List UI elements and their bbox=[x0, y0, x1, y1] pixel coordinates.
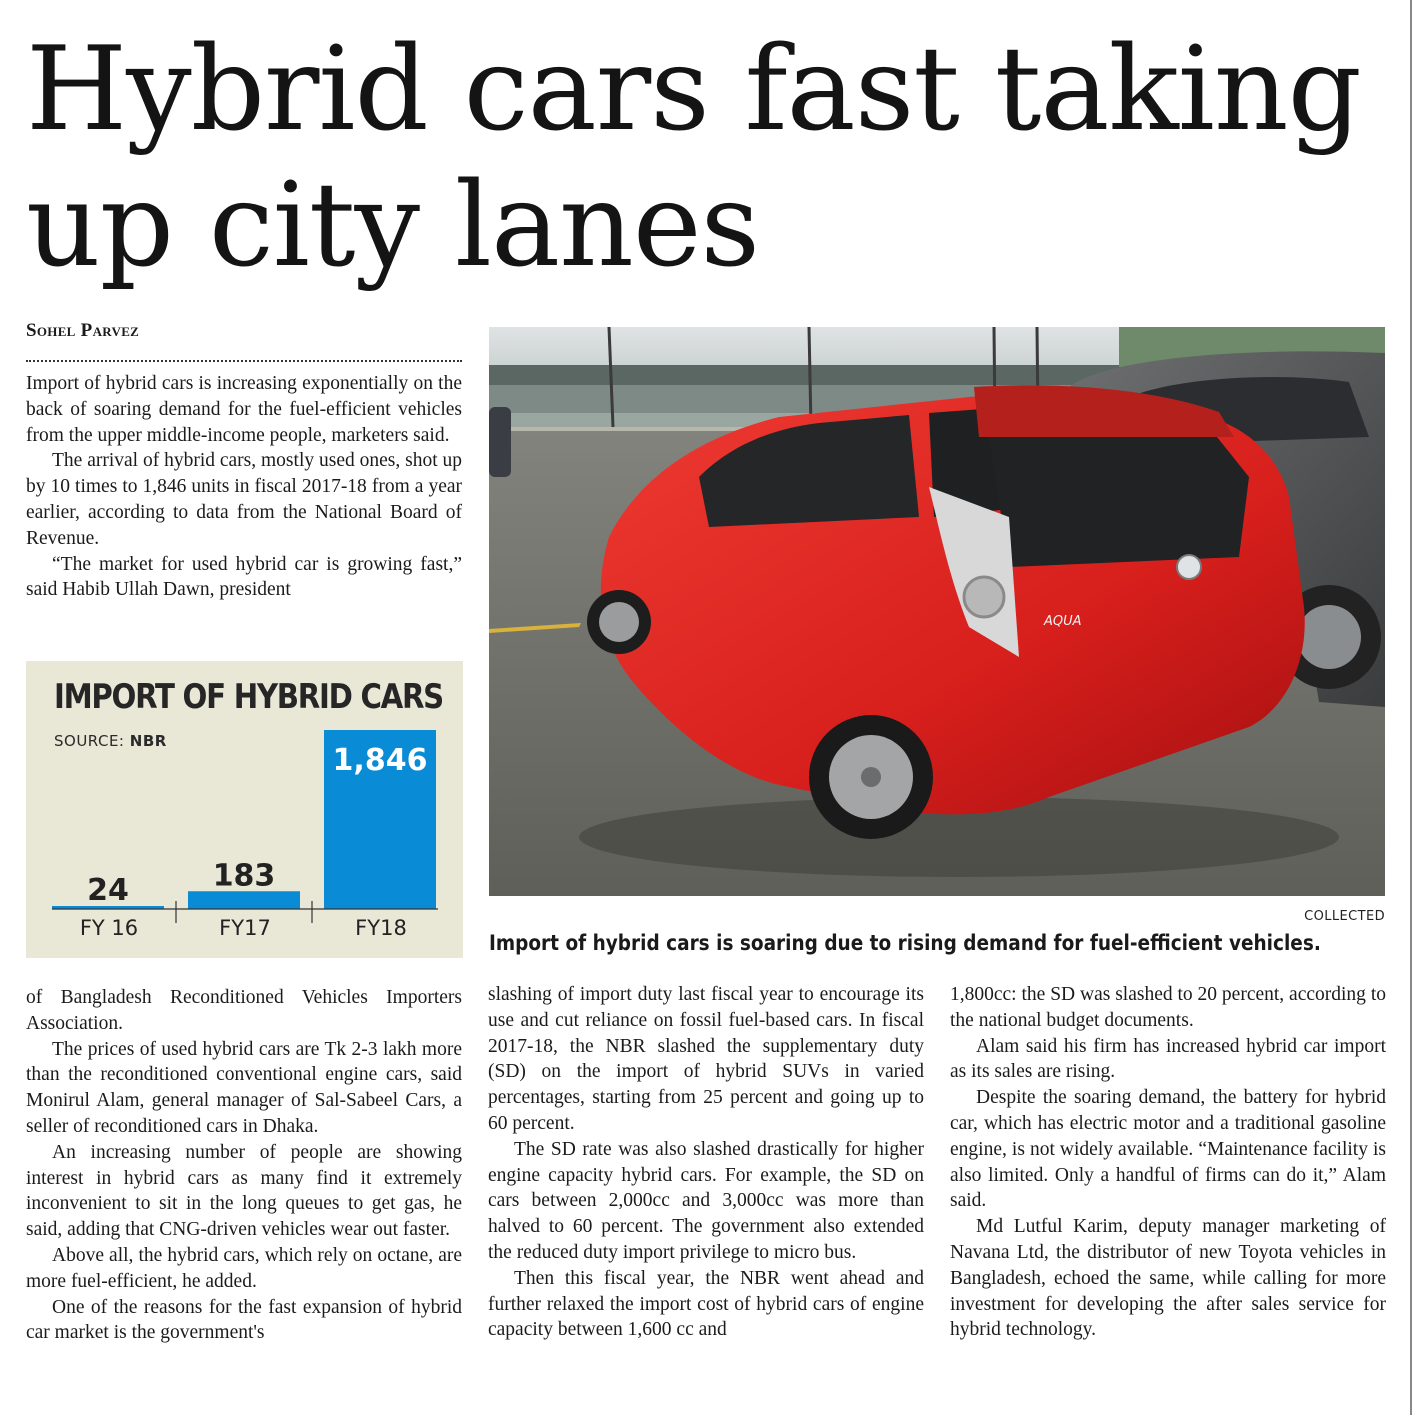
paragraph: The arrival of hybrid cars, mostly used ones, shot up by 10 times to 1,846 units in fiscal 2017-18 from a year earlier, according to data from the National Board of Revenue. bbox=[26, 450, 462, 549]
paragraph: slashing of import duty last fiscal year to encourage its use and cut reliance on fossil fuel-based cars. In fiscal 2017-18, the NBR slashed the supplementary duty (SD) on the import of hybrid SUVs in varied percentages, starting from 25 percent and going up to 60 percent. bbox=[488, 984, 924, 1134]
article-column-2 bbox=[488, 982, 924, 1343]
paragraph: An increasing number of people are showing interest in hybrid cars as many find it extremely inconvenient to sit in the long queues to get gas, he said, adding that CNG-driven vehicles wear out faster. bbox=[26, 1141, 462, 1241]
chart-plot bbox=[26, 661, 463, 958]
photo-caption: Import of hybrid cars is soaring due to rising demand for fuel-efficient vehicles. bbox=[489, 931, 1321, 955]
chart-value-label: 1,846 bbox=[332, 743, 428, 778]
byline: Sohel Parvez bbox=[26, 320, 140, 341]
chart-bar-fy17 bbox=[188, 891, 300, 909]
paragraph: 1,800cc: the SD was slashed to 20 percent, according to the national budget documents. bbox=[950, 984, 1386, 1031]
paragraph: Alam said his firm has increased hybrid car import as its sales are rising. bbox=[950, 1035, 1386, 1083]
photo-credit: COLLECTED bbox=[1304, 909, 1385, 924]
headline: Hybrid cars fast taking up city lanes bbox=[26, 22, 1361, 293]
chart-category-label: FY 16 bbox=[79, 916, 139, 940]
paragraph: Despite the soaring demand, the battery for hybrid car, which has electric motor and a traditional gasoline engine, is not widely available. “Maintenance facility is also limited. Only a handful of firms can do it,” Alam said. bbox=[950, 1087, 1386, 1212]
page-edge bbox=[1410, 0, 1412, 1415]
paragraph: Import of hybrid cars is increasing exponentially on the back of soaring demand for the fuel-efficient vehicles from the upper middle-income people, marketers said. bbox=[26, 373, 462, 446]
paragraph: Above all, the hybrid cars, which rely on octane, are more fuel-efficient, he added. bbox=[26, 1244, 462, 1292]
paragraph: “The market for used hybrid car is growing fast,” said Habib Ullah Dawn, president bbox=[26, 553, 462, 601]
chart-category-label: FY18 bbox=[355, 916, 407, 940]
article-column-1-bottom bbox=[26, 985, 462, 1346]
chart-value-label: 24 bbox=[87, 873, 129, 908]
paragraph: Md Lutful Karim, deputy manager marketing of Navana Ltd, the distributor of new Toyota vehicles in Bangladesh, echoed the same, while calling for more investment for developing the after sales service for hybrid technology. bbox=[950, 1216, 1386, 1341]
hybrid-imports-chart bbox=[26, 661, 463, 958]
article-column-1-top bbox=[26, 371, 462, 603]
paragraph: The prices of used hybrid cars are Tk 2-3 lakh more than the reconditioned conventional engine cars, said Monirul Alam, general manager of Sal-Sabeel Cars, a seller of reconditioned cars in Dhaka. bbox=[26, 1038, 462, 1137]
chart-category-label: FY17 bbox=[219, 916, 271, 940]
red-hatchback-photo bbox=[489, 327, 1385, 896]
chart-source-label: SOURCE: bbox=[54, 732, 125, 750]
paragraph: The SD rate was also slashed drastically for higher engine capacity hybrid cars. For example, the SD on cars between 2,000cc and 3,000cc was more than halved to 60 percent. The government also extended the reduced duty import privilege to micro bus. bbox=[488, 1138, 924, 1263]
chart-source-value: NBR bbox=[129, 732, 167, 750]
article-column-3 bbox=[950, 982, 1386, 1343]
paragraph: One of the reasons for the fast expansion of hybrid car market is the government's bbox=[26, 1296, 462, 1344]
news-photo bbox=[489, 327, 1385, 896]
paragraph: Then this fiscal year, the NBR went ahead and further relaxed the import cost of hybrid cars of engine capacity between 1,600 cc and bbox=[488, 1267, 924, 1341]
paragraph: of Bangladesh Reconditioned Vehicles Importers Association. bbox=[26, 987, 462, 1034]
byline-divider bbox=[26, 360, 462, 362]
chart-value-label: 183 bbox=[212, 858, 276, 894]
aqua-badge: AQUA bbox=[1044, 614, 1082, 629]
chart-title: IMPORT OF HYBRID CARS bbox=[54, 677, 443, 717]
